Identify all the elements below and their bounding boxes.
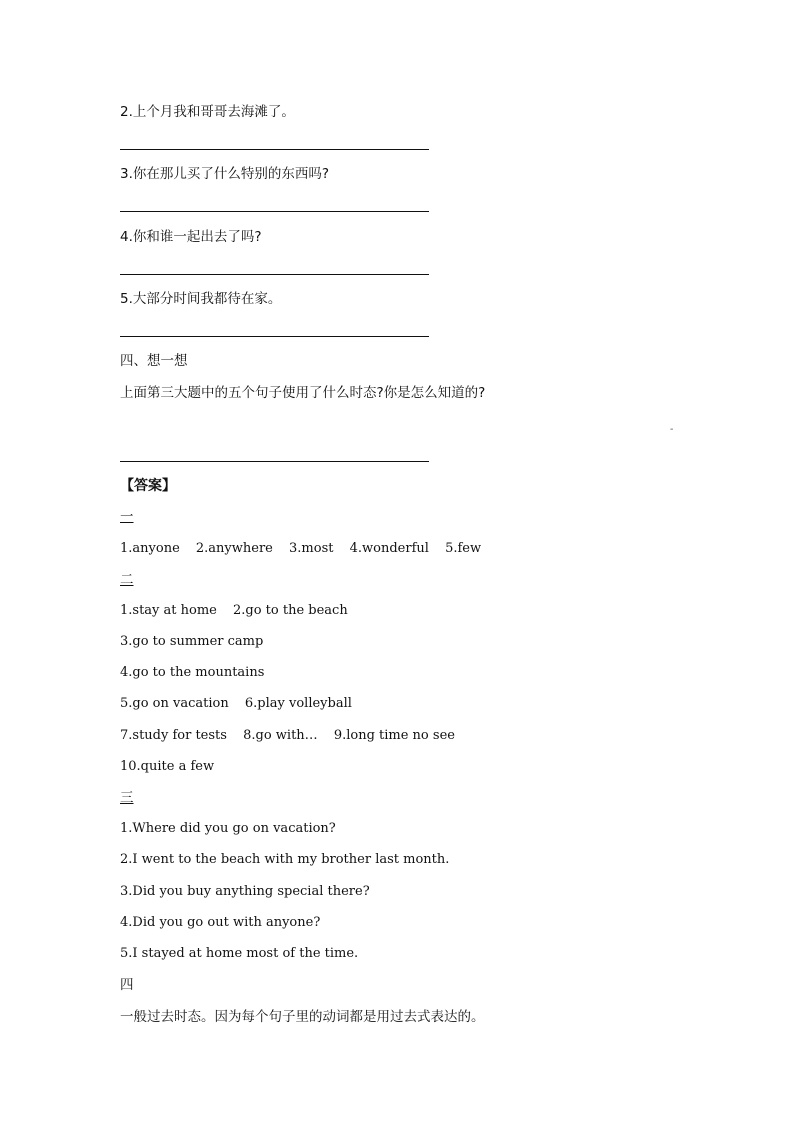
part2-row (120, 634, 263, 650)
part3-answer: 4.Did you go out with anyone? (120, 915, 321, 930)
answer-item: 9.long time no see (333, 728, 455, 743)
answer-item: 2.go to the beach (233, 603, 348, 618)
answer-line (120, 336, 429, 337)
answer-item: 5.go on vacation (120, 696, 229, 711)
part3-answer: 2.I went to the beach with my brother last month. (120, 852, 450, 867)
part2-row (120, 696, 352, 712)
answer-item: 4.wonderful (349, 541, 429, 556)
answer-line (120, 211, 429, 212)
section4-question: 上面第三大题中的五个句子使用了什么时态?你是怎么知道的? (120, 385, 486, 401)
answer-item: 1.stay at home (120, 603, 217, 618)
answer-item: 3.most (289, 541, 334, 556)
answer-line (120, 461, 429, 462)
prompt-3: 3.你在那儿买了什么特别的东西吗? (120, 166, 330, 182)
part2-row (120, 665, 264, 681)
answer-line (120, 149, 429, 150)
prompt-4: 4.你和谁一起出去了吗? (120, 229, 262, 245)
answer-item: 1.anyone (120, 541, 180, 556)
part2-row (120, 759, 214, 775)
answer-item: 5.few (445, 541, 482, 556)
answer-line (120, 274, 429, 275)
part4-answer: 一般过去时态。因为每个句子里的动词都是用过去式表达的。 (120, 1009, 485, 1025)
answer-item: 6.play volleyball (244, 696, 352, 711)
prompt-2: 2.上个月我和哥哥去海滩了。 (120, 104, 295, 120)
part3-answer: 3.Did you buy anything special there? (120, 884, 370, 899)
part2-row (120, 728, 455, 744)
part3-answer: 1.Where did you go on vacation? (120, 821, 336, 836)
answer-item: 10.quite a few (120, 759, 215, 774)
answer-item: 2.anywhere (195, 541, 273, 556)
section4-title: 四、想一想 (120, 353, 188, 369)
prompt-5: 5.大部分时间我都待在家。 (120, 291, 282, 307)
stray-mark: - (670, 424, 674, 435)
part1-label: 一 (120, 509, 134, 525)
part2-row (120, 603, 348, 619)
answer-item: 4.go to the mountains (120, 665, 265, 680)
part4-label: 四 (120, 977, 134, 993)
part3-answer: 5.I stayed at home most of the time. (120, 946, 359, 961)
answers-title: 【答案】 (120, 478, 176, 494)
answer-item: 8.go with… (243, 728, 318, 743)
part2-label: 二 (120, 572, 134, 588)
answer-item: 7.study for tests (120, 728, 227, 743)
part1-answers (120, 541, 481, 557)
answer-item: 3.go to summer camp (120, 634, 264, 649)
part3-label: 三 (120, 790, 134, 806)
